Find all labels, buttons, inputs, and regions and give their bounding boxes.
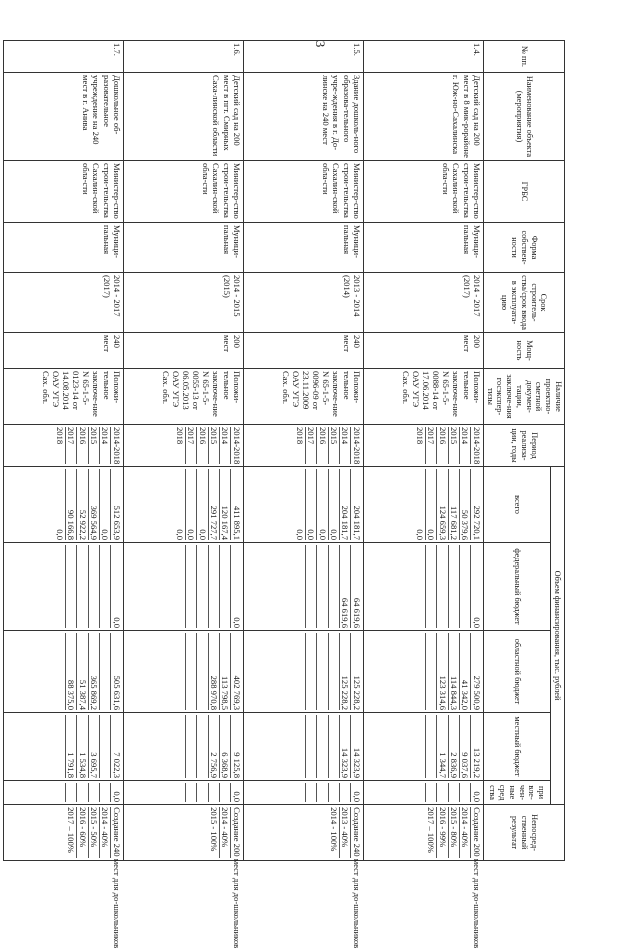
funding-other-line: 0,0 [470,783,481,802]
header-term: Срок строитель-ства/срок ввода в эксплуата-цию [483,273,564,333]
funding-local-line: 1 791,8 [65,715,76,778]
funding-regional-line: 88 375,0 [65,633,76,710]
funding-regional-line: 505 631,6 [110,633,121,710]
period-years-line: 2016 [196,427,207,464]
funding-federal-line [208,545,219,628]
funding-total [363,467,483,543]
funding-federal-line [76,545,87,628]
funding-regional [123,631,243,713]
capacity: 240 мест [243,333,363,369]
funding-other-line [99,783,110,802]
funding-local-line: 9 125,8 [230,715,241,778]
funding-total-line: 117 681,2 [448,469,459,540]
funding-other-line [448,783,459,802]
funding-federal-line [414,545,424,628]
period-years-line: 2014 [339,427,350,464]
funding-total-line: 204 181,7 [339,469,350,540]
direct-result-line: Создание 240 мест для до-школьников [111,807,122,948]
funding-total-line: 291 727,7 [208,469,219,540]
ownership-form: Муници-пальная [123,223,243,273]
table-row [243,41,363,861]
direct-result-line: 2015 - 100% [208,807,219,852]
funding-federal-line [196,545,207,628]
funding-federal-line: 0,0 [230,545,241,628]
header-name: Наименование объекта (мероприятия) [483,73,564,161]
funding-federal-line [54,545,64,628]
funding-total-line: 0,0 [196,469,207,540]
funding-regional-line [425,633,436,710]
project-docs: Положи-тельное заключе-ние N 65-1-5-0123-14 от 14.08.2014 ОАУ УГЭ Сах. обл. [3,369,123,425]
period-years-line: 2014-2018 [471,427,482,465]
funding-local-line [196,715,207,778]
funding-total-line: 0,0 [185,469,196,540]
period-years-line: 2018 [54,427,65,445]
period-years-line: 2018 [174,427,185,445]
direct-result-line: 2017 – 100% [66,807,77,853]
funding-other-line [88,783,99,802]
row-number: 1.4. [363,41,483,73]
funding-total-line: 0,0 [316,469,327,540]
funding-local-line: 1 344,7 [436,715,447,778]
direct-result-line: 2016 - 99% [436,807,447,858]
period-years-line: 2016 [436,427,447,464]
funding-total-line: 0,0 [414,529,425,540]
grbs: Министер-ство строи-тельства Сахалин-ской обла-сти [243,161,363,223]
funding-local-line [99,715,110,778]
funding-total-line: 411 895,1 [230,469,241,540]
direct-result [243,805,363,948]
funding-federal-line [65,545,76,628]
funding-regional-line [328,633,339,710]
funding-other-line [316,783,327,802]
header-federal: федеральный бюджет [483,543,550,631]
funding-local-line: 7 022,3 [110,715,121,778]
period-years-line: 2016 [316,427,327,464]
period-years-line: 2014 [99,427,110,464]
funding-federal [243,543,363,631]
funding-other-line [305,783,316,802]
funding-total [123,467,243,543]
period-years-line: 2014-2018 [351,427,362,465]
funding-other-line [185,783,196,802]
funding-federal-line [294,545,304,628]
funding-total-line: 52 922,2 [76,469,87,540]
funding-other-line [219,783,230,802]
period-years-line: 2018 [414,427,425,445]
funding-local [3,713,123,781]
direct-result-line: 2013 - 40% [339,807,350,858]
direct-result-line: Создание 200 мест для до-школьников [231,807,242,948]
funding-regional-line [99,633,110,710]
funding-total-line: 50 379,6 [459,469,470,540]
funding-regional-line: 51 387,4 [76,633,87,710]
funding-federal-line: 64 619,6 [350,545,361,628]
funding-other-line [339,783,350,802]
header-docs: Наличие проектно-сметной докумен-тации, заключе-ния госэкспер-тизы [483,369,564,425]
project-docs: Положи-тельное заключе-ние N 65-1-5-0055-13 от 06.05.2013 ОАУ УГЭ Сах. обл. [123,369,243,425]
direct-result-line: Создание 240 мест для до-школьников [351,807,362,948]
funding-other-line: 0,0 [350,783,361,802]
funding-total-line: 369 564,9 [88,469,99,540]
construction-term: 2014 - 2015 (2015) [123,273,243,333]
project-docs: Положи-тельное заключе-ние N 65-1-5-0088-14 от 17.06.2014 ОАУ УГЭ Сах. обл. [363,369,483,425]
funding-regional-line [54,633,64,710]
funding-regional-line: 365 869,2 [88,633,99,710]
funding-federal-line [305,545,316,628]
period-years-line: 2015 [208,427,219,464]
funding-other [363,781,483,805]
funding-other-line [294,783,304,802]
funding-local-line: 6 368,9 [219,715,230,778]
funding-other [123,781,243,805]
funding-federal-line [459,545,470,628]
funding-federal-line: 0,0 [110,545,121,628]
period-years-line: 2014 [459,427,470,464]
period-years-line: 2018 [294,427,305,445]
funding-other-line [196,783,207,802]
funding-other-line [459,783,470,802]
object-name: Детский сад на 200 мест в пгт. Смирных Саха-линской области [123,73,243,161]
construction-term: 2014 - 2017 (2017) [363,273,483,333]
funding-total-line: 0,0 [425,469,436,540]
page-number: 3 [313,40,328,48]
funding-local-line: 14 323,9 [350,715,361,778]
funding-total-line: 204 181,7 [350,469,361,540]
funding-regional [3,631,123,713]
funding-regional-line: 123 314,6 [436,633,447,710]
direct-result [363,805,483,948]
funding-other [243,781,363,805]
header-period: Период реализа-ции, годы [483,425,564,467]
funding-local-line [54,715,64,778]
ownership-form: Муници-пальная [3,223,123,273]
header-ownership: Форма собствен-ности [483,223,564,273]
funding-total [243,467,363,543]
funding-local-line [328,715,339,778]
funding-total-line: 292 720,1 [470,469,481,540]
funding-regional-line: 125 228,2 [339,633,350,710]
period-years [3,425,123,467]
funding-federal-line [219,545,230,628]
funding-other-line [436,783,447,802]
direct-result-line: 2017 – 100% [426,807,437,853]
row-number: 1.7. [3,41,123,73]
funding-other-line [54,783,64,802]
object-name: Здание дошколь-ного образова-тельного учре-ждения в г. До-линске на 240 мест [243,73,363,161]
header-capacity: Мощ-ность [483,333,564,369]
funding-total-line: 90 166,8 [65,469,76,540]
funding-other-line [414,783,424,802]
funding-regional-line: 125 228,2 [350,633,361,710]
funding-local [243,713,363,781]
funding-regional-line: 41 342,0 [459,633,470,710]
funding-federal-line [436,545,447,628]
funding-local-line [294,715,304,778]
funding-regional-line: 288 970,8 [208,633,219,710]
table-row [3,41,123,861]
funding-federal-line [174,545,184,628]
direct-result-line: 2015 - 50% [88,807,99,858]
funding-total-line: 120 167,4 [219,469,230,540]
header-other: при вле-чен-ные сред ства [483,781,550,805]
funding-federal [3,543,123,631]
grbs: Министер-ство строи-тельства Сахалин-ской обла-сти [363,161,483,223]
funding-local [363,713,483,781]
funding-other-line: 0,0 [110,783,121,802]
period-years-line: 2014 [219,427,230,464]
period-years-line: 2016 [76,427,87,464]
funding-regional [243,631,363,713]
period-years-line: 2015 [448,427,459,464]
object-name: Детский сад на 200 мест в 8 мик-рорайоне г. Юж-но-Сахалинска [363,73,483,161]
funding-regional-line [305,633,316,710]
funding-other-line [208,783,219,802]
funding-table [3,40,565,948]
funding-local-line: 3 695,7 [88,715,99,778]
funding-other-line [65,783,76,802]
funding-federal-line: 64 619,6 [339,545,350,628]
direct-result [3,805,123,948]
period-years-line: 2017 [185,427,196,464]
funding-federal [123,543,243,631]
funding-local-line: 14 323,9 [339,715,350,778]
period-years-line: 2015 [88,427,99,464]
funding-regional-line: 113 798,5 [219,633,230,710]
funding-regional-line [196,633,207,710]
funding-table-sheet [40,40,565,948]
capacity: 240 мест [3,333,123,369]
period-years-line: 2014-2018 [111,427,122,465]
direct-result-line: Создание 200 мест для до-школьников [471,807,482,948]
funding-local-line: 1 534,8 [76,715,87,778]
period-years-line: 2017 [305,427,316,464]
funding-total-line: 512 653,9 [110,469,121,540]
header-funding: Объем финансирования, тыс. рублей [551,467,565,805]
funding-other-line [425,783,436,802]
funding-other [3,781,123,805]
object-name: Дошкольное об-разовательное учреждение на 240 мест в г. Анива [3,73,123,161]
ownership-form: Муници-пальная [363,223,483,273]
funding-local-line: 13 219,2 [470,715,481,778]
funding-local-line: 9 037,6 [459,715,470,778]
funding-federal-line [316,545,327,628]
funding-local-line [316,715,327,778]
project-docs: Положи-тельное заключе-ние N 65-1-5-0096-09 от 23.11.2009 ОАУ УГЭ Сах. обл. [243,369,363,425]
header-grbs: ГРБС [483,161,564,223]
funding-regional-line [316,633,327,710]
funding-other-line [328,783,339,802]
funding-other-line [174,783,184,802]
funding-federal-line [448,545,459,628]
funding-federal-line [328,545,339,628]
funding-regional-line [294,633,304,710]
funding-total-line: 0,0 [305,469,316,540]
header-result: Непосред-ственный результат [483,805,564,861]
period-years [123,425,243,467]
direct-result-line: 2014 - 40% [459,807,470,858]
direct-result-line: 2014 - 100% [328,807,339,852]
capacity: 200 мест [363,333,483,369]
period-years-line: 2014-2018 [231,427,242,465]
funding-regional-line [414,633,424,710]
period-years [363,425,483,467]
funding-total-line: 0,0 [174,529,185,540]
header-local: местный бюджет [483,713,550,781]
funding-total-line: 0,0 [328,469,339,540]
row-number: 1.6. [123,41,243,73]
header-total: всего [483,467,550,543]
row-number: 1.5. [243,41,363,73]
funding-total [3,467,123,543]
header-regional: областной бюджет [483,631,550,713]
direct-result-line: 2016 - 60% [76,807,87,858]
direct-result-line: 2014 - 40% [99,807,110,858]
funding-local-line: 2 756,9 [208,715,219,778]
funding-regional-line [174,633,184,710]
period-years-line: 2017 [65,427,76,464]
funding-other-line [76,783,87,802]
construction-term: 2013 - 2014 (2014) [243,273,363,333]
funding-local-line [185,715,196,778]
funding-federal-line [185,545,196,628]
funding-federal [363,543,483,631]
funding-regional-line: 402 769,3 [230,633,241,710]
funding-total-line: 124 659,3 [436,469,447,540]
table-header-row [551,41,565,861]
period-years-line: 2017 [425,427,436,464]
funding-regional-line [185,633,196,710]
direct-result-line: 2014 - 40% [219,807,230,858]
funding-regional-line: 279 500,9 [470,633,481,710]
funding-total-line: 0,0 [99,469,110,540]
funding-local-line [174,715,184,778]
period-years-line: 2015 [328,427,339,464]
funding-other-line: 0,0 [230,783,241,802]
funding-local-line [305,715,316,778]
funding-total-line: 0,0 [54,529,65,540]
header-no: № пп. [483,41,564,73]
funding-total-line: 0,0 [294,529,305,540]
table-row [123,41,243,861]
funding-federal-line [425,545,436,628]
table-row [363,41,483,861]
capacity: 200 мест [123,333,243,369]
grbs: Министер-ство строи-тельства Сахалин-ской обла-сти [3,161,123,223]
funding-local-line [414,715,424,778]
funding-regional-line: 114 844,3 [448,633,459,710]
direct-result [123,805,243,948]
funding-federal-line [99,545,110,628]
funding-federal-line [88,545,99,628]
funding-local-line [425,715,436,778]
direct-result-line: 2015 - 80% [448,807,459,858]
funding-federal-line: 0,0 [470,545,481,628]
funding-regional [363,631,483,713]
construction-term: 2014 - 2017 (2017) [3,273,123,333]
funding-local-line: 2 836,9 [448,715,459,778]
funding-local [123,713,243,781]
period-years [243,425,363,467]
grbs: Министер-ство строи-тельства Сахалин-ской обла-сти [123,161,243,223]
ownership-form: Муници-пальная [243,223,363,273]
